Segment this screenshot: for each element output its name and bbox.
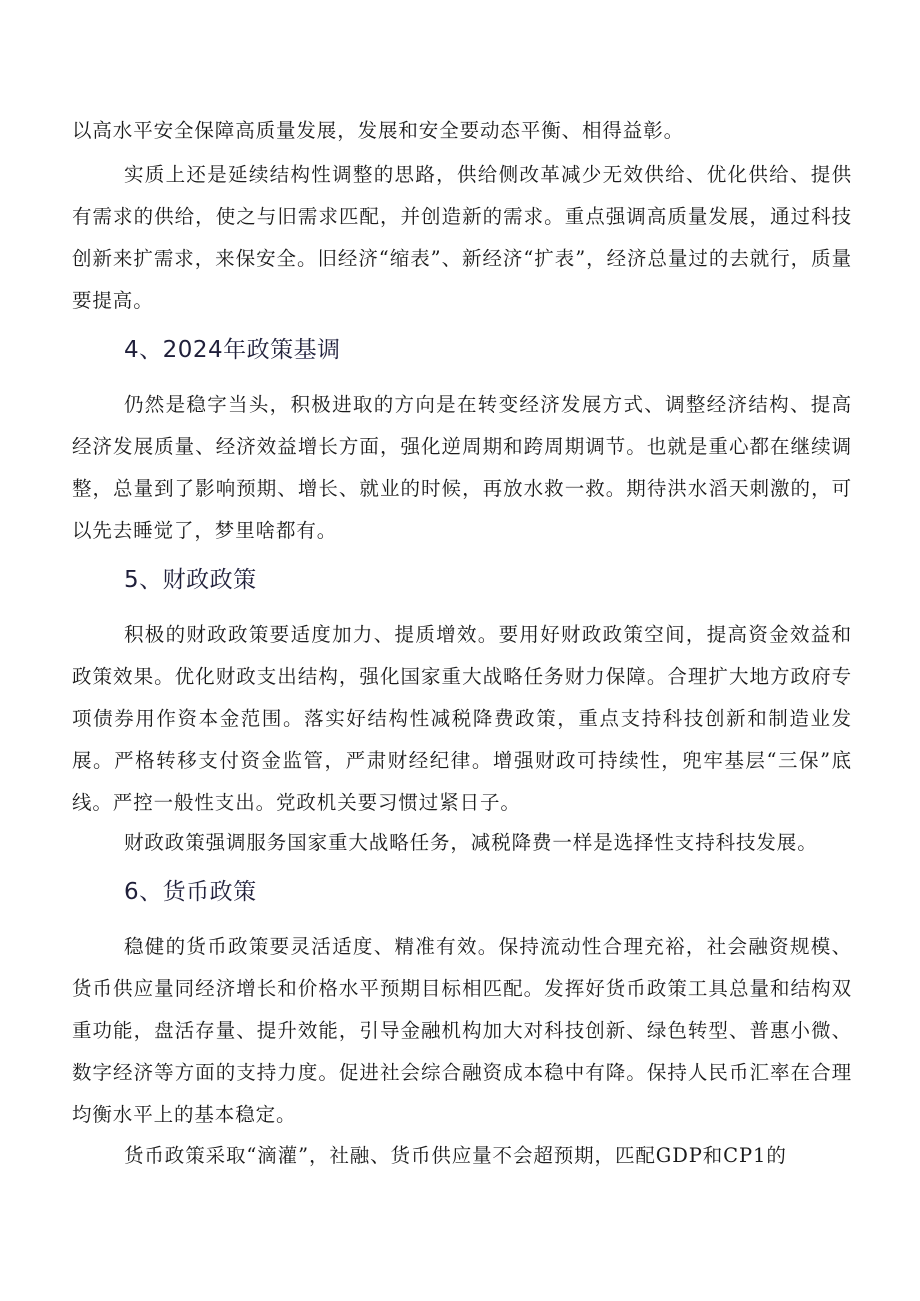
heading-monetary-policy: 6、货币政策 — [124, 879, 257, 905]
paragraph-fiscal-policy: 积极的财政政策要适度加力、提质增效。要用好财政政策空间，提高资金效益和政策效果。优化财政支出结构，强化国家重大战略任务财力保障。合理扩大地方政府专项债券用作资本金范围。落实好结构性减税降费政策，重点支持科技创新和制造业发展。严格转移支付资金监管，严肃财经纪律。增强财政可持续性，兜牢基层“三保”底线。严控一般性支出。党政机关要习惯过紧日子。 — [72, 623, 852, 814]
paragraph-monetary-summary: 货币政策采取“滴灌”，社融、货币供应量不会超预期，匹配GDP和CP1的 — [124, 1144, 787, 1167]
paragraph-policy-tone: 仍然是稳字当头，积极进取的方向是在转变经济发展方式、调整经济结构、提高经济发展质量、经济效益增长方面，强化逆周期和跨周期调节。也就是重心都在继续调整，总量到了影响预期、增长、就业的时候，再放水救一救。期待洪水滔天刺激的，可以先去睡觉了，梦里啥都有。 — [72, 393, 852, 542]
heading-fiscal-policy: 5、财政政策 — [124, 567, 257, 593]
paragraph-monetary-policy: 稳健的货币政策要灵活适度、精准有效。保持流动性合理充裕，社会融资规模、货币供应量同经济增长和价格水平预期目标相匹配。发挥好货币政策工具总量和结构双重功能，盘活存量、提升效能，引导金融机构加大对科技创新、绿色转型、普惠小微、数字经济等方面的支持力度。促进社会综合融资成本稳中有降。保持人民币汇率在合理均衡水平上的基本稳定。 — [72, 935, 852, 1126]
paragraph-security-development: 以高水平安全保障高质量发展，发展和安全要动态平衡、相得益彰。 — [72, 119, 685, 142]
paragraph-structural-adjustment: 实质上还是延续结构性调整的思路，供给侧改革减少无效供给、优化供给、提供有需求的供给，使之与旧需求匹配，并创造新的需求。重点强调高质量发展，通过科技创新来扩需求，来保安全。旧经济“缩表”、新经济“扩表”，经济总量过的去就行，质量要提高。 — [72, 163, 852, 312]
heading-2024-policy-tone: 4、2024年政策基调 — [124, 337, 341, 363]
paragraph-fiscal-summary: 财政政策强调服务国家重大战略任务，减税降费一样是选择性支持科技发展。 — [124, 831, 818, 854]
